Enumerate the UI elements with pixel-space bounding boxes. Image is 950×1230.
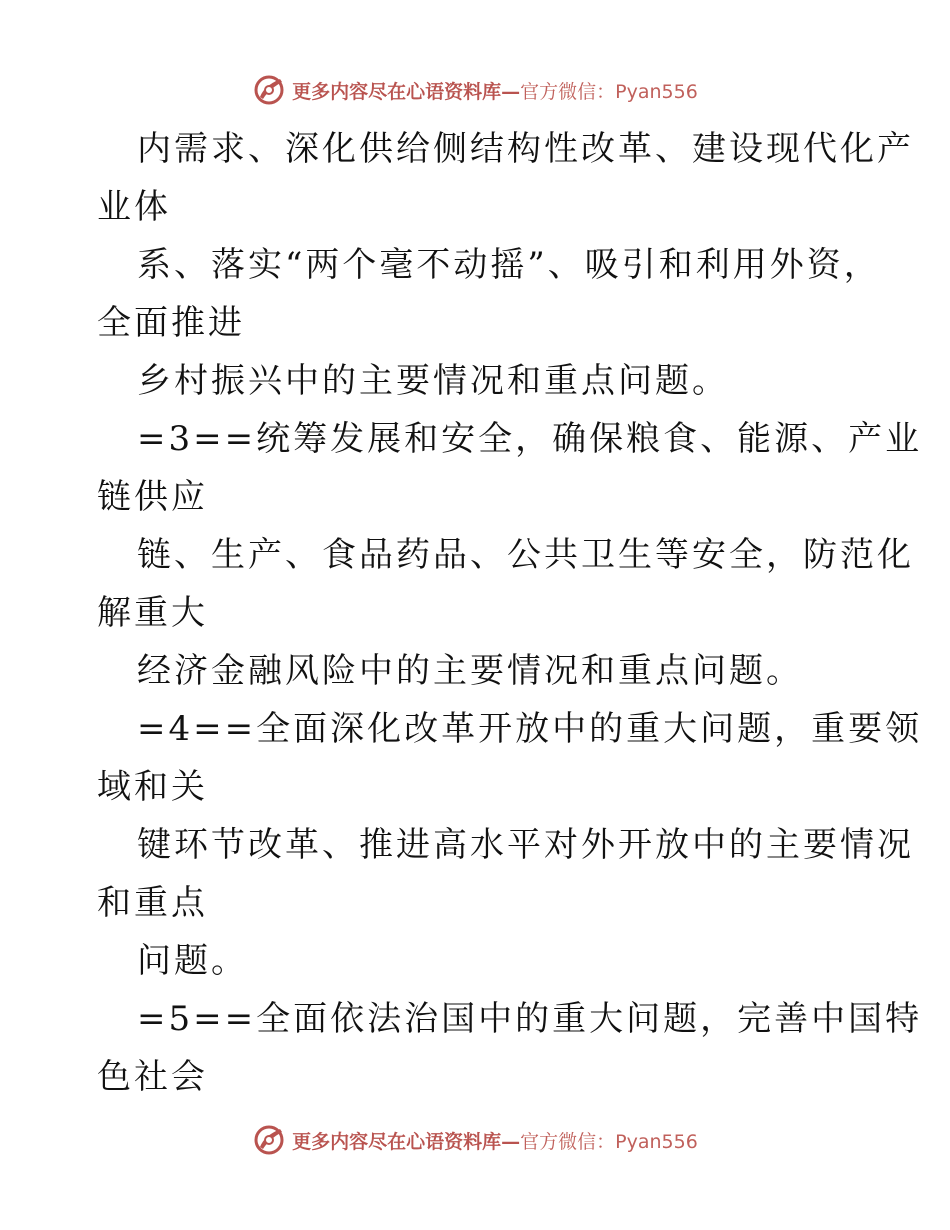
banner-wechat-text: 官方微信：Pyan556 xyxy=(520,80,698,103)
body-line: 业体 xyxy=(97,187,171,227)
footer-banner xyxy=(0,1120,950,1160)
document-body xyxy=(97,120,923,1106)
body-line: =4==全面深化改革开放中的重大问题，重要领 xyxy=(137,709,923,749)
body-line: 解重大 xyxy=(97,593,208,633)
body-line: =3==统筹发展和安全，确保粮食、能源、产业 xyxy=(137,419,923,459)
banner-main-text: 更多内容尽在心语资料库— xyxy=(292,1130,521,1153)
banner-text xyxy=(292,77,698,104)
body-line: 链供应 xyxy=(97,477,208,517)
body-line: 全面推进 xyxy=(97,303,245,343)
banner-main-text: 更多内容尽在心语资料库— xyxy=(292,80,521,103)
body-line: 色社会 xyxy=(97,1057,208,1097)
body-line: 问题。 xyxy=(137,941,248,981)
brush-logo-icon xyxy=(252,1123,286,1157)
banner-text xyxy=(292,1127,698,1154)
body-line: 系、落实“两个毫不动摇”、吸引和利用外资， xyxy=(137,245,881,285)
body-line: 乡村振兴中的主要情况和重点问题。 xyxy=(137,361,729,401)
body-line: 经济金融风险中的主要情况和重点问题。 xyxy=(137,651,803,691)
body-line: 域和关 xyxy=(97,767,208,807)
body-line: =5==全面依法治国中的重大问题，完善中国特 xyxy=(137,999,923,1039)
body-line: 链、生产、食品药品、公共卫生等安全，防范化 xyxy=(137,535,914,575)
body-line: 和重点 xyxy=(97,883,208,923)
body-line: 内需求、深化供给侧结构性改革、建设现代化产 xyxy=(137,129,914,169)
brush-logo-icon xyxy=(252,73,286,107)
banner-wechat-text: 官方微信：Pyan556 xyxy=(520,1130,698,1153)
body-line: 键环节改革、推进高水平对外开放中的主要情况 xyxy=(137,825,914,865)
header-banner xyxy=(0,70,950,110)
